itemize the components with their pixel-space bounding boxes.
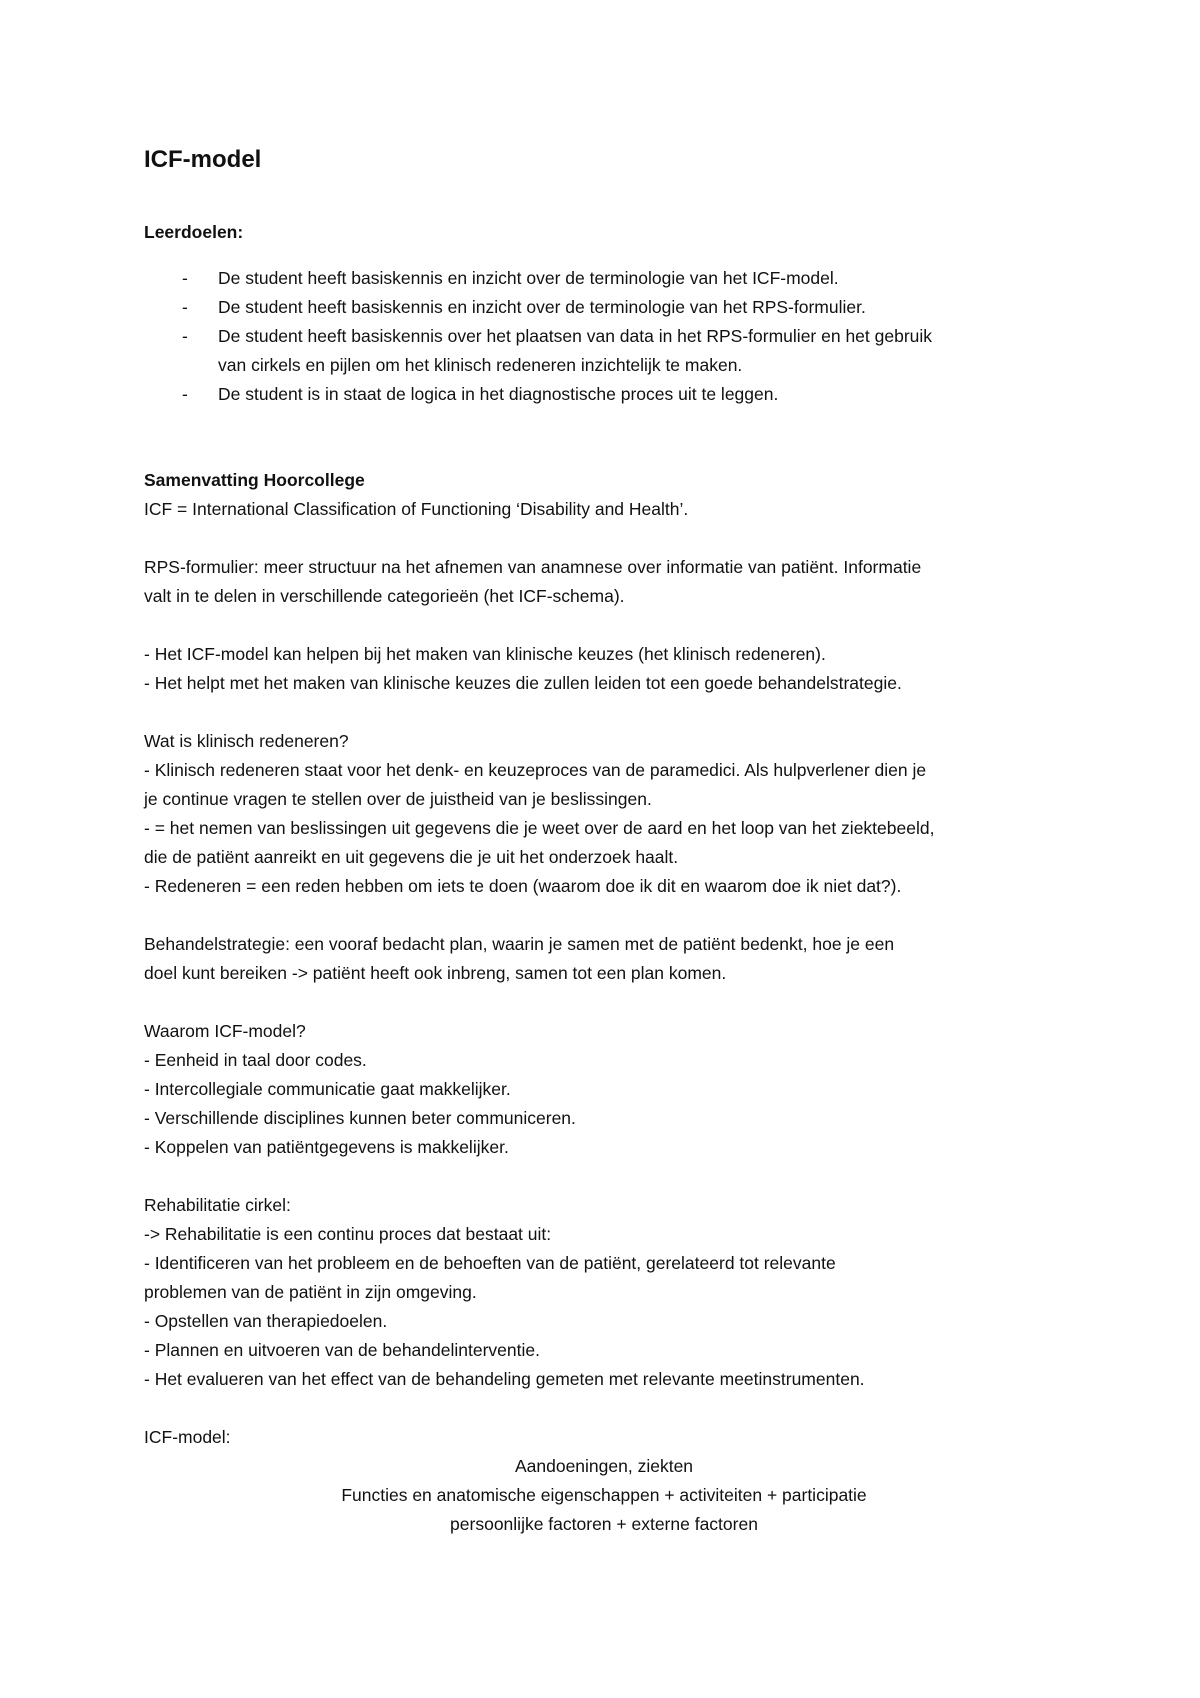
goal-text: De student heeft basiskennis over het plaatsen van data in het RPS-formulier en het gebruik <box>218 326 933 346</box>
paragraph-line: - Plannen en uitvoeren van de behandelinterventie. <box>144 1340 540 1360</box>
paragraph-line: - Klinisch redeneren staat voor het denk- en keuzeproces van de paramedici. Als hulpverlener dien je <box>144 760 927 780</box>
paragraph-line: - Het helpt met het maken van klinische keuzes die zullen leiden tot een goede behandelstrategie. <box>144 673 902 693</box>
list-dash: - <box>182 297 188 317</box>
list-dash: - <box>182 268 188 288</box>
paragraph-line: Waarom ICF-model? <box>144 1021 306 1041</box>
goals-heading: Leerdoelen: <box>144 222 244 242</box>
centered-line: Functies en anatomische eigenschappen + activiteiten + participatie <box>341 1485 867 1505</box>
paragraph-line: - = het nemen van beslissingen uit gegevens die je weet over de aard en het loop van het ziektebeeld, <box>144 818 935 838</box>
goal-item <box>144 322 1064 380</box>
paragraph-line: - Koppelen van patiëntgegevens is makkelijker. <box>144 1137 509 1157</box>
paragraph-line: Rehabilitatie cirkel: <box>144 1195 291 1215</box>
goal-text: De student heeft basiskennis en inzicht over de terminologie van het ICF-model. <box>218 268 839 288</box>
strategy-paragraph <box>144 930 1064 988</box>
icf-model-summary <box>144 1452 1064 1539</box>
centered-line: Aandoeningen, ziekten <box>514 1456 694 1476</box>
goal-item <box>144 293 1064 322</box>
goal-text: De student is in staat de logica in het diagnostische proces uit te leggen. <box>218 384 779 404</box>
paragraph-line: Behandelstrategie: een vooraf bedacht plan, waarin je samen met de patiënt bedenkt, hoe je een <box>144 934 895 954</box>
goal-item <box>144 264 1064 293</box>
clinical-reasoning-section <box>144 727 1064 901</box>
paragraph-line: Wat is klinisch redeneren? <box>144 731 349 751</box>
paragraph-line: valt in te delen in verschillende categorieën (het ICF-schema). <box>144 586 625 606</box>
rps-paragraph <box>144 553 1064 611</box>
centered-line: persoonlijke factoren + externe factoren <box>450 1514 758 1534</box>
paragraph-line: - Het evalueren van het effect van de behandeling gemeten met relevante meetinstrumenten. <box>144 1369 865 1389</box>
paragraph-line: - Het ICF-model kan helpen bij het maken van klinische keuzes (het klinisch redeneren). <box>144 644 826 664</box>
list-dash: - <box>182 326 188 346</box>
paragraph-line: - Opstellen van therapiedoelen. <box>144 1311 388 1331</box>
icf-model-label: ICF-model: <box>144 1427 231 1447</box>
paragraph-line: - Redeneren = een reden hebben om iets te doen (waarom doe ik dit en waarom doe ik niet dat?). <box>144 876 902 896</box>
goal-text: De student heeft basiskennis en inzicht over de terminologie van het RPS-formulier. <box>218 297 866 317</box>
paragraph-line: - Intercollegiale communicatie gaat makkelijker. <box>144 1079 511 1099</box>
document-title: ICF-model <box>144 146 262 173</box>
paragraph-line: doel kunt bereiken -> patiënt heeft ook inbreng, samen tot een plan komen. <box>144 963 727 983</box>
paragraph-line: die de patiënt aanreikt en uit gegevens die je uit het onderzoek haalt. <box>144 847 679 867</box>
paragraph-line: je continue vragen te stellen over de juistheid van je beslissingen. <box>144 789 652 809</box>
paragraph-line: - Identificeren van het probleem en de behoeften van de patiënt, gerelateerd tot relevante <box>144 1253 836 1273</box>
paragraph-line: RPS-formulier: meer structuur na het afnemen van anamnese over informatie van patiënt. Informatie <box>144 557 922 577</box>
goal-item <box>144 380 1064 409</box>
summary-heading: Samenvatting Hoorcollege <box>144 470 365 490</box>
icf-help-paragraph <box>144 640 1064 698</box>
goals-list <box>144 264 1064 409</box>
paragraph-line: - Eenheid in taal door codes. <box>144 1050 367 1070</box>
icf-definition: ICF = International Classification of Functioning ‘Disability and Health’. <box>144 499 689 519</box>
paragraph-line: problemen van de patiënt in zijn omgeving. <box>144 1282 477 1302</box>
goal-text: van cirkels en pijlen om het klinisch redeneren inzichtelijk te maken. <box>218 355 743 375</box>
why-icf-section <box>144 1017 1064 1162</box>
paragraph-line: -> Rehabilitatie is een continu proces dat bestaat uit: <box>144 1224 552 1244</box>
paragraph-line: - Verschillende disciplines kunnen beter communiceren. <box>144 1108 576 1128</box>
rehab-section <box>144 1191 1064 1394</box>
list-dash: - <box>182 384 188 404</box>
